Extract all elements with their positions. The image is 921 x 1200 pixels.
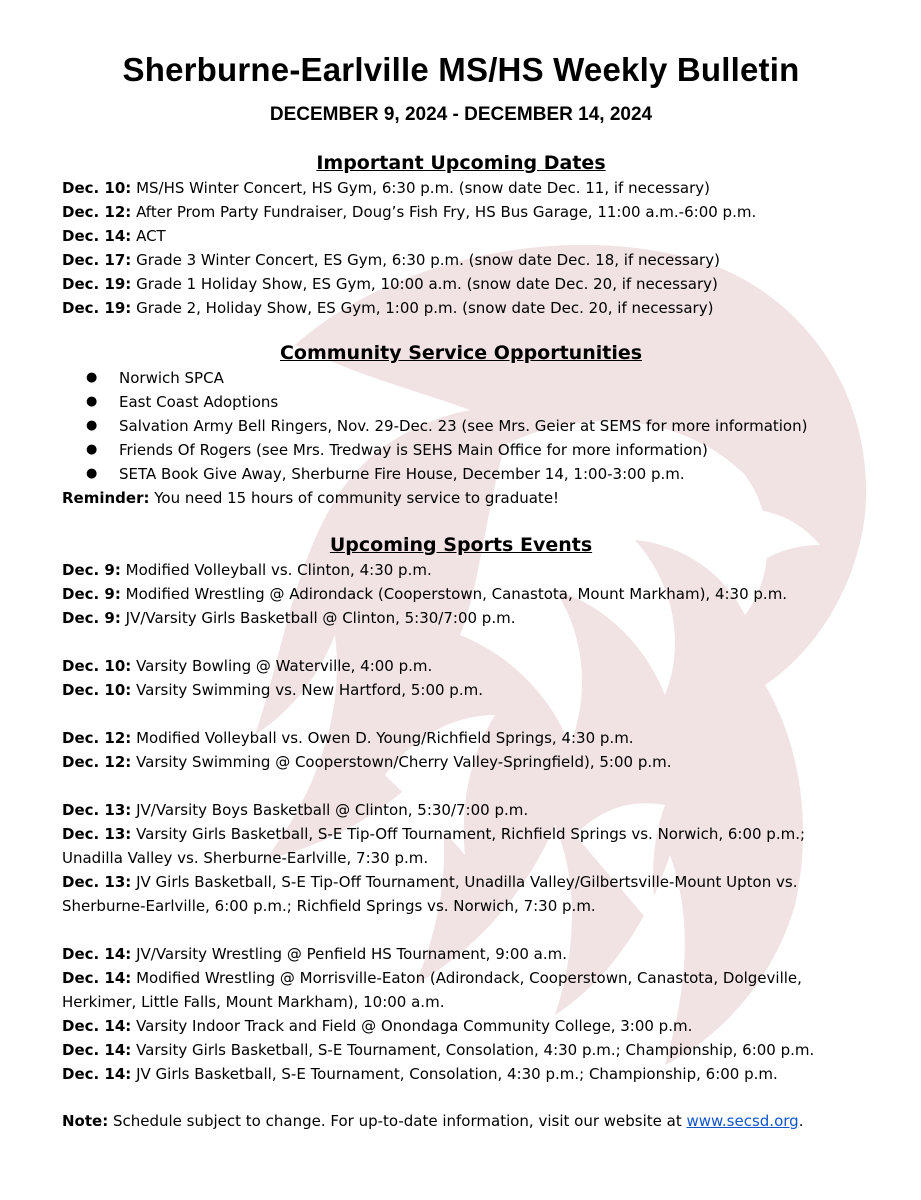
website-link[interactable]: www.secsd.org [686,1112,799,1130]
page-title: Sherburne-Earlville MS/HS Weekly Bulletin [122,51,800,88]
list-item: ● Friends Of Rogers (see Mrs. Tredway is SEHS Main Office for more information) [62,438,862,462]
list-item: Dec. 9: Modified Wrestling @ Adirondack (Cooperstown, Canastota, Mount Markham), 4:30 p.m. [62,585,788,603]
sports-events-heading: Upcoming Sports Events [329,534,593,556]
list-item: Dec. 12: After Prom Party Fundraiser, Doug’s Fish Fry, HS Bus Garage, 11:00 a.m.-6:00 p.m. [62,203,757,221]
list-item: Dec. 14: JV Girls Basketball, S-E Tournament, Consolation, 4:30 p.m.; Championship, 6:00 p.m. [62,1065,778,1083]
date-range: DECEMBER 9, 2024 - DECEMBER 14, 2024 [269,104,653,125]
community-service-heading: Community Service Opportunities [279,342,643,364]
spacer [62,918,862,942]
bullet-icon: ● [86,418,98,433]
list-item: Dec. 19: Grade 1 Holiday Show, ES Gym, 10:00 a.m. (snow date Dec. 20, if necessary) [62,275,718,293]
footer-note: Note: Schedule subject to change. For up-to-date information, visit our website at www.secsd.org. [62,1112,804,1130]
important-dates-heading: Important Upcoming Dates [316,152,606,174]
list-item: Dec. 14: Varsity Girls Basketball, S-E Tournament, Consolation, 4:30 p.m.; Championship, 6:00 p.m. [62,1041,815,1059]
sports-events-list [62,558,862,1086]
spacer [62,630,862,654]
spacer [62,702,862,726]
list-item: Dec. 12: Modified Volleyball vs. Owen D. Young/Richfield Springs, 4:30 p.m. [62,729,634,747]
list-item: Dec. 14: JV/Varsity Wrestling @ Penfield HS Tournament, 9:00 a.m. [62,945,568,963]
community-service-list [62,366,862,486]
list-item: Dec. 14: Varsity Indoor Track and Field @ Onondaga Community College, 3:00 p.m. [62,1017,693,1035]
list-item: Dec. 19: Grade 2, Holiday Show, ES Gym, 1:00 p.m. (snow date Dec. 20, if necessary) [62,299,714,317]
list-item: Dec. 14: ACT [62,227,166,245]
bullet-icon: ● [86,394,98,409]
list-item: ● SETA Book Give Away, Sherburne Fire House, December 14, 1:00-3:00 p.m. [62,462,862,486]
bullet-icon: ● [86,442,98,457]
list-item: Dec. 13: JV/Varsity Boys Basketball @ Clinton, 5:30/7:00 p.m. [62,801,529,819]
list-item: ● Norwich SPCA [62,366,862,390]
reminder-text: Reminder: You need 15 hours of community service to graduate! [62,489,560,507]
list-item: Dec. 10: Varsity Swimming vs. New Hartford, 5:00 p.m. [62,681,483,699]
list-item: Dec. 9: JV/Varsity Girls Basketball @ Clinton, 5:30/7:00 p.m. [62,609,516,627]
list-item: Dec. 17: Grade 3 Winter Concert, ES Gym, 6:30 p.m. (snow date Dec. 18, if necessary) [62,251,720,269]
list-item: Dec. 13: Varsity Girls Basketball, S-E Tip-Off Tournament, Richfield Springs vs. Norwich, 6:00 p.m.; Unadilla Valley vs. Sherburne-Earlville, 7:30 p.m. [62,825,806,867]
list-item: Dec. 10: Varsity Bowling @ Waterville, 4:00 p.m. [62,657,433,675]
list-item: Dec. 10: MS/HS Winter Concert, HS Gym, 6:30 p.m. (snow date Dec. 11, if necessary) [62,179,711,197]
important-dates-list [62,176,862,320]
list-item: ● Salvation Army Bell Ringers, Nov. 29-Dec. 23 (see Mrs. Geier at SEMS for more information) [62,414,862,438]
list-item: Dec. 12: Varsity Swimming @ Cooperstown/Cherry Valley-Springfield), 5:00 p.m. [62,753,672,771]
list-item: Dec. 13: JV Girls Basketball, S-E Tip-Off Tournament, Unadilla Valley/Gilbertsville-Mount Upton vs. Sherburne-Earlville, 6:00 p.m.; Richfield Springs vs. Norwich, 7:30 p.m. [62,873,798,915]
list-item: Dec. 14: Modified Wrestling @ Morrisville-Eaton (Adirondack, Cooperstown, Canastota, Dolgeville, Herkimer, Little Falls, Mount Markham), 10:00 a.m. [62,969,802,1011]
bullet-icon: ● [86,466,98,481]
list-item: ● East Coast Adoptions [62,390,862,414]
list-item: Dec. 9: Modified Volleyball vs. Clinton, 4:30 p.m. [62,561,432,579]
bullet-icon: ● [86,370,98,385]
spacer [62,774,862,798]
